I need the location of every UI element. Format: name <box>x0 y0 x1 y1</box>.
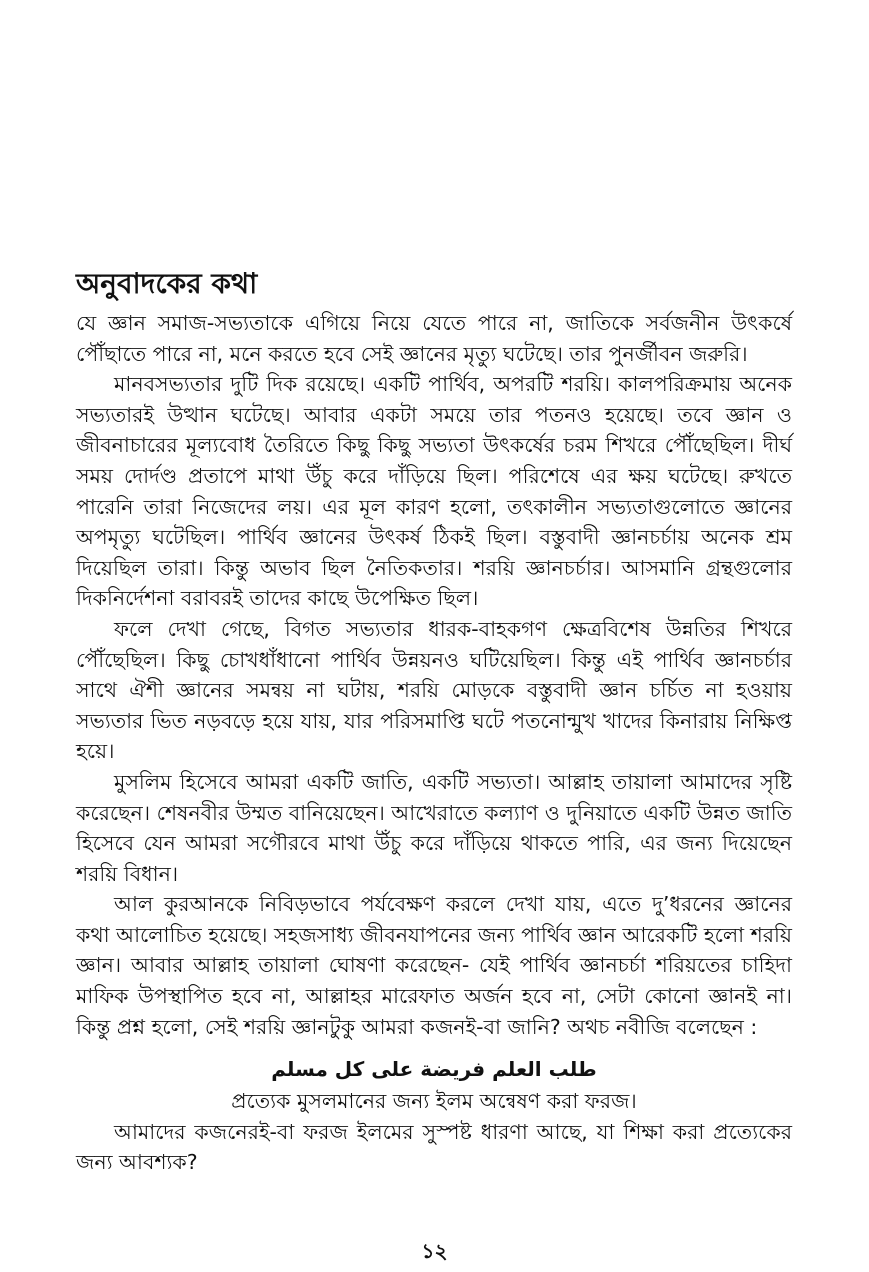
hadith-arabic: طلب العلم فريضة على كل مسلم <box>271 1057 597 1082</box>
paragraph-intro: যে জ্ঞান সমাজ-সভ্যতাকে এগিয়ে নিয়ে যেতে পারে না, জাতিকে সর্বজনীন উৎকর্ষে পৌঁছাতে পারে না, মনে করতে হবে সেই জ্ঞানের মৃত্যু ঘটেছে। তার পুনর্জীবন জরুরি। <box>76 311 792 366</box>
paragraph-civilization: মানবসভ্যতার দুটি দিক রয়েছে। একটি পার্থিব, অপরটি শরয়ি। কালপরিক্রমায় অনেক সভ্যতারই উত্থান ঘটেছে। আবার একটা সময়ে তার পতনও হয়েছে। তবে জ্ঞান ও জীবনাচারের মূল্যবোধ তৈরিতে কিছু কিছু সভ্যতা উৎকর্ষের চরম শিখরে পৌঁছেছিল। দীর্ঘ সময় দোর্দণ্ড প্রতাপে মাথা উঁচু করে দাঁড়িয়ে ছিল। পরিশেষে এর ক্ষয় ঘটেছে। রুখতে পারেনি তারা নিজেদের লয়। এর মূল কারণ হলো, তৎকালীন সভ্যতাগুলোতে জ্ঞানের অপমৃত্যু ঘটেছিল। পার্থিব জ্ঞানের উৎকর্ষ ঠিকই ছিল। বস্তুবাদী জ্ঞানচর্চায় অনেক শ্রম দিয়েছিল তারা। কিন্তু অভাব ছিল নৈতিকতার। শরয়ি জ্ঞানচর্চার। আসমানি গ্রন্থগুলোর দিকনির্দেশনা বরাবরই তাদের কাছে উপেক্ষিত ছিল। <box>76 372 792 611</box>
paragraph-quran-knowledge: আল কুরআনকে নিবিড়ভাবে পর্যবেক্ষণ করলে দেখা যায়, এতে দু’ধরনের জ্ঞানের কথা আলোচিত হয়েছে। সহজসাধ্য জীবনযাপনের জন্য পার্থিব জ্ঞান আরেকটি হলো শরয়ি জ্ঞান। আবার আল্লাহ তায়ালা ঘোষণা করেছেন- যেই পার্থিব জ্ঞানচর্চা শরিয়তের চাহিদা মাফিক উপস্থাপিত হবে না, আল্লাহর মারেফাত অর্জন হবে না, সেটা কোনো জ্ঞানই না। কিন্তু প্রশ্ন হলো, সেই শরয়ি জ্ঞানটুকু আমরা কজনই-বা জানি? অথচ নবীজি বলেছেন : <box>76 892 792 1039</box>
page-number: ১২ <box>421 1239 448 1263</box>
paragraph-closing: আমাদের কজনেরই-বা ফরজ ইলমের সুস্পষ্ট ধারণা আছে, যা শিক্ষা করা প্রত্যেকের জন্য আবশ্যক? <box>76 1119 792 1175</box>
page-content <box>76 266 792 1178</box>
page-title: অনুবাদকের কথা <box>76 267 258 300</box>
paragraph-consequence: ফলে দেখা গেছে, বিগত সভ্যতার ধারক-বাহকগণ ক্ষেত্রবিশেষ উন্নতির শিখরে পৌঁছেছিল। কিছু চোখধাঁধানো পার্থিব উন্নয়নও ঘটিয়েছিল। কিন্তু এই পার্থিব জ্ঞানচর্চার সাথে ঐশী জ্ঞানের সমন্বয় না ঘটায়, শরয়ি মোড়কে বস্তুবাদী জ্ঞান চর্চিত না হওয়ায় সভ্যতার ভিত নড়বড়ে হয়ে যায়, যার পরিসমাপ্তি ঘটে পতনোন্মুখ খাদের কিনারায় নিক্ষিপ্ত হয়ে। <box>76 616 792 764</box>
paragraph-muslim-nation: মুসলিম হিসেবে আমরা একটি জাতি, একটি সভ্যতা। আল্লাহ তায়ালা আমাদের সৃষ্টি করেছেন। শেষনবীর উম্মত বানিয়েছেন। আখেরাতে কল্যাণ ও দুনিয়াতে একটি উন্নত জাতি হিসেবে যেন আমরা সগৌরবে মাথা উঁচু করে দাঁড়িয়ে থাকতে পারি, এর জন্য দিয়েছেন শরয়ি বিধান। <box>76 769 792 886</box>
hadith-translation: প্রত্যেক মুসলমানের জন্য ইলম অন্বেষণ করা ফরজ। <box>231 1089 637 1114</box>
